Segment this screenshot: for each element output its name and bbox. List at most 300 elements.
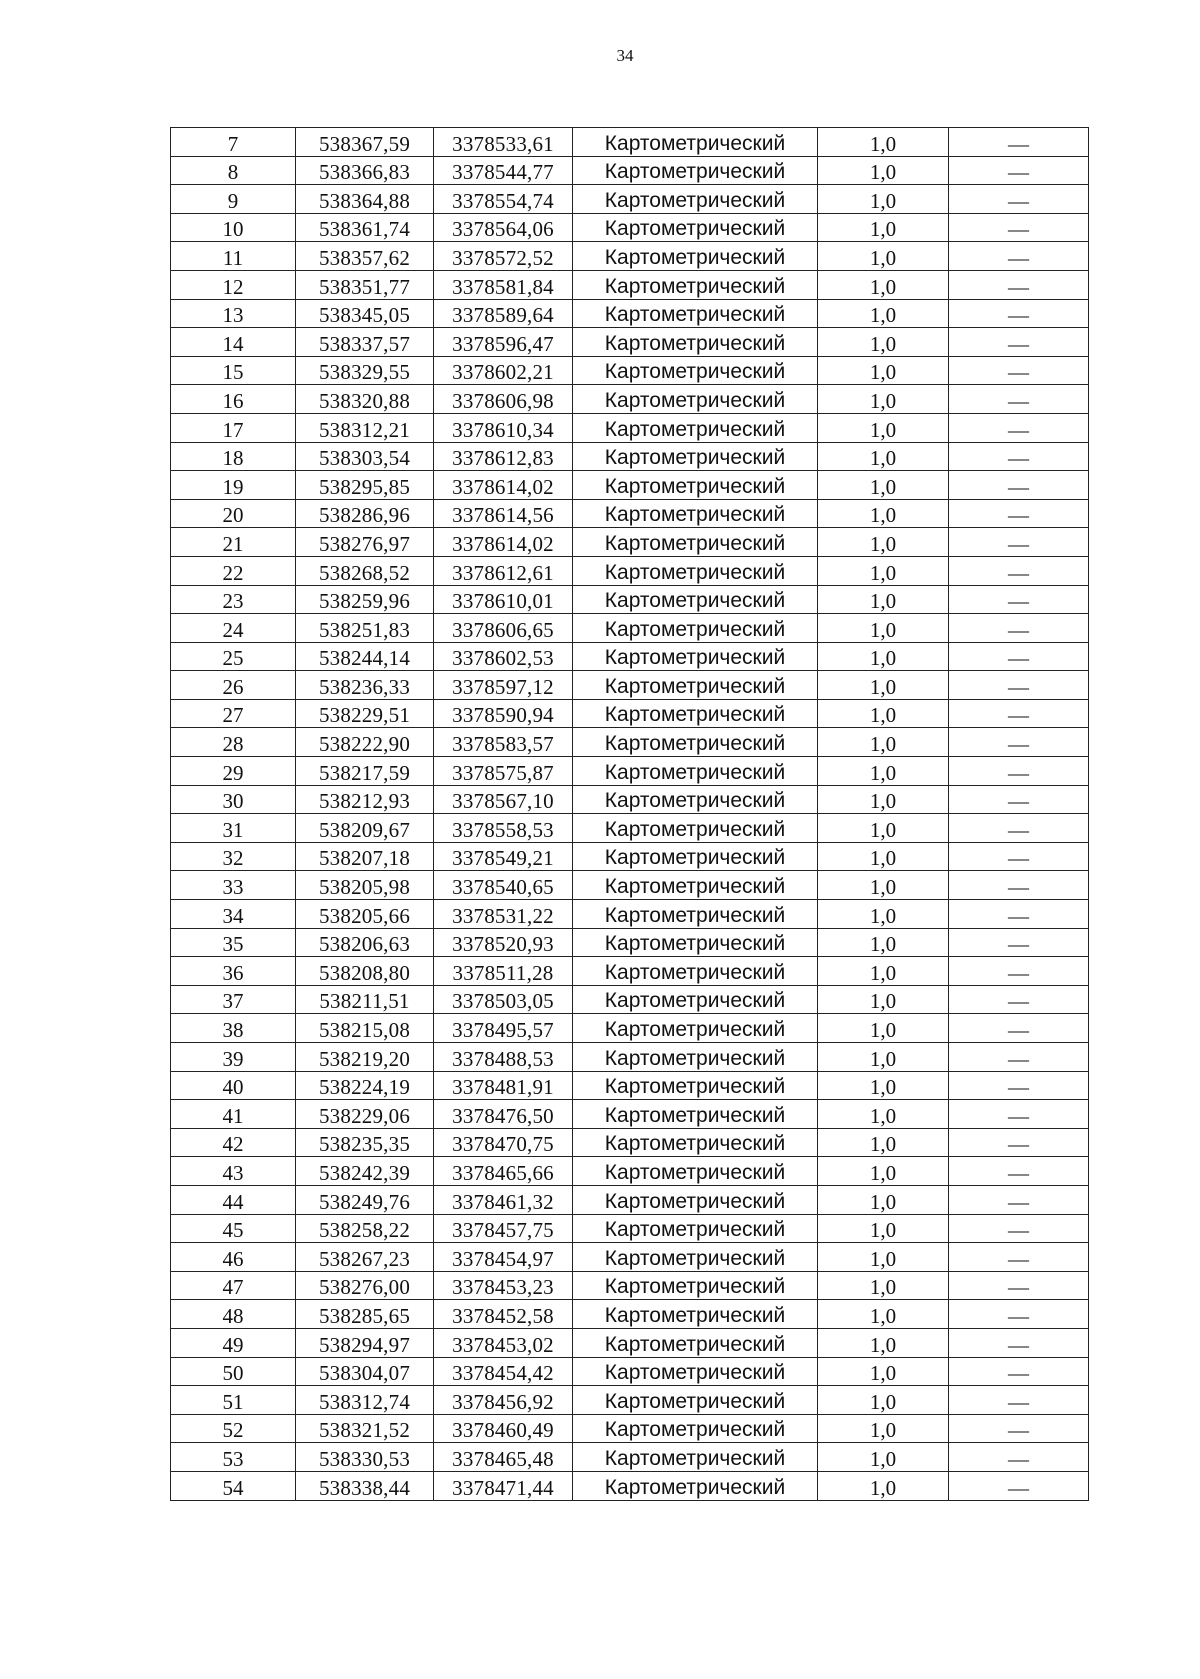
method-cell: Картометрический xyxy=(573,1243,818,1272)
x-coordinate-cell: 538366,83 xyxy=(296,156,434,185)
table-row xyxy=(171,1471,1089,1500)
y-coordinate-cell: 3378461,32 xyxy=(434,1185,573,1214)
point-number-cell: 40 xyxy=(171,1071,296,1100)
x-coordinate-cell: 538276,97 xyxy=(296,528,434,557)
y-coordinate-cell: 3378597,12 xyxy=(434,671,573,700)
x-coordinate-cell: 538249,76 xyxy=(296,1185,434,1214)
note-cell: — xyxy=(949,1243,1089,1272)
x-coordinate-cell: 538208,80 xyxy=(296,957,434,986)
method-cell: Картометрический xyxy=(573,442,818,471)
point-number-cell: 8 xyxy=(171,156,296,185)
accuracy-cell: 1,0 xyxy=(818,1386,949,1415)
method-cell: Картометрический xyxy=(573,328,818,357)
accuracy-cell: 1,0 xyxy=(818,642,949,671)
table-row xyxy=(171,156,1089,185)
note-cell: — xyxy=(949,1214,1089,1243)
table-row xyxy=(171,1328,1089,1357)
method-cell: Картометрический xyxy=(573,299,818,328)
x-coordinate-cell: 538215,08 xyxy=(296,1014,434,1043)
method-cell: Картометрический xyxy=(573,814,818,843)
y-coordinate-cell: 3378460,49 xyxy=(434,1414,573,1443)
accuracy-cell: 1,0 xyxy=(818,785,949,814)
accuracy-cell: 1,0 xyxy=(818,1271,949,1300)
y-coordinate-cell: 3378575,87 xyxy=(434,757,573,786)
point-number-cell: 30 xyxy=(171,785,296,814)
note-cell: — xyxy=(949,871,1089,900)
method-cell: Картометрический xyxy=(573,499,818,528)
x-coordinate-cell: 538276,00 xyxy=(296,1271,434,1300)
y-coordinate-cell: 3378495,57 xyxy=(434,1014,573,1043)
x-coordinate-cell: 538217,59 xyxy=(296,757,434,786)
x-coordinate-cell: 538345,05 xyxy=(296,299,434,328)
method-cell: Картометрический xyxy=(573,242,818,271)
x-coordinate-cell: 538212,93 xyxy=(296,785,434,814)
accuracy-cell: 1,0 xyxy=(818,814,949,843)
accuracy-cell: 1,0 xyxy=(818,871,949,900)
note-cell: — xyxy=(949,814,1089,843)
x-coordinate-cell: 538235,35 xyxy=(296,1128,434,1157)
point-number-cell: 35 xyxy=(171,928,296,957)
x-coordinate-cell: 538337,57 xyxy=(296,328,434,357)
method-cell: Картометрический xyxy=(573,842,818,871)
note-cell: — xyxy=(949,699,1089,728)
note-cell: — xyxy=(949,1185,1089,1214)
x-coordinate-cell: 538320,88 xyxy=(296,385,434,414)
note-cell: — xyxy=(949,385,1089,414)
method-cell: Картометрический xyxy=(573,1414,818,1443)
method-cell: Картометрический xyxy=(573,1386,818,1415)
point-number-cell: 20 xyxy=(171,499,296,528)
method-cell: Картометрический xyxy=(573,728,818,757)
y-coordinate-cell: 3378531,22 xyxy=(434,900,573,929)
point-number-cell: 9 xyxy=(171,185,296,214)
y-coordinate-cell: 3378612,83 xyxy=(434,442,573,471)
note-cell: — xyxy=(949,928,1089,957)
method-cell: Картометрический xyxy=(573,413,818,442)
accuracy-cell: 1,0 xyxy=(818,213,949,242)
point-number-cell: 39 xyxy=(171,1043,296,1072)
table-row xyxy=(171,556,1089,585)
table-row xyxy=(171,928,1089,957)
accuracy-cell: 1,0 xyxy=(818,413,949,442)
table-row xyxy=(171,1386,1089,1415)
x-coordinate-cell: 538224,19 xyxy=(296,1071,434,1100)
accuracy-cell: 1,0 xyxy=(818,900,949,929)
x-coordinate-cell: 538242,39 xyxy=(296,1157,434,1186)
y-coordinate-cell: 3378572,52 xyxy=(434,242,573,271)
accuracy-cell: 1,0 xyxy=(818,528,949,557)
y-coordinate-cell: 3378558,53 xyxy=(434,814,573,843)
note-cell: — xyxy=(949,728,1089,757)
x-coordinate-cell: 538207,18 xyxy=(296,842,434,871)
table-row xyxy=(171,900,1089,929)
y-coordinate-cell: 3378488,53 xyxy=(434,1043,573,1072)
table-row xyxy=(171,328,1089,357)
accuracy-cell: 1,0 xyxy=(818,671,949,700)
note-cell: — xyxy=(949,1100,1089,1129)
note-cell: — xyxy=(949,1128,1089,1157)
point-number-cell: 21 xyxy=(171,528,296,557)
point-number-cell: 16 xyxy=(171,385,296,414)
table-row xyxy=(171,1185,1089,1214)
point-number-cell: 41 xyxy=(171,1100,296,1129)
point-number-cell: 45 xyxy=(171,1214,296,1243)
note-cell: — xyxy=(949,270,1089,299)
y-coordinate-cell: 3378564,06 xyxy=(434,213,573,242)
method-cell: Картометрический xyxy=(573,699,818,728)
y-coordinate-cell: 3378470,75 xyxy=(434,1128,573,1157)
note-cell: — xyxy=(949,1414,1089,1443)
table-row xyxy=(171,356,1089,385)
table-row xyxy=(171,757,1089,786)
point-number-cell: 13 xyxy=(171,299,296,328)
point-number-cell: 24 xyxy=(171,614,296,643)
note-cell: — xyxy=(949,1328,1089,1357)
method-cell: Картометрический xyxy=(573,385,818,414)
note-cell: — xyxy=(949,442,1089,471)
accuracy-cell: 1,0 xyxy=(818,928,949,957)
note-cell: — xyxy=(949,185,1089,214)
table-row xyxy=(171,242,1089,271)
accuracy-cell: 1,0 xyxy=(818,1243,949,1272)
point-number-cell: 10 xyxy=(171,213,296,242)
y-coordinate-cell: 3378606,98 xyxy=(434,385,573,414)
point-number-cell: 14 xyxy=(171,328,296,357)
x-coordinate-cell: 538295,85 xyxy=(296,471,434,500)
method-cell: Картометрический xyxy=(573,871,818,900)
y-coordinate-cell: 3378454,97 xyxy=(434,1243,573,1272)
x-coordinate-cell: 538357,62 xyxy=(296,242,434,271)
y-coordinate-cell: 3378606,65 xyxy=(434,614,573,643)
y-coordinate-cell: 3378520,93 xyxy=(434,928,573,957)
method-cell: Картометрический xyxy=(573,900,818,929)
x-coordinate-cell: 538330,53 xyxy=(296,1443,434,1472)
method-cell: Картометрический xyxy=(573,785,818,814)
x-coordinate-cell: 538205,98 xyxy=(296,871,434,900)
x-coordinate-cell: 538268,52 xyxy=(296,556,434,585)
point-number-cell: 46 xyxy=(171,1243,296,1272)
y-coordinate-cell: 3378465,48 xyxy=(434,1443,573,1472)
method-cell: Картометрический xyxy=(573,471,818,500)
method-cell: Картометрический xyxy=(573,671,818,700)
y-coordinate-cell: 3378590,94 xyxy=(434,699,573,728)
table-row xyxy=(171,1414,1089,1443)
table-row xyxy=(171,213,1089,242)
x-coordinate-cell: 538303,54 xyxy=(296,442,434,471)
x-coordinate-cell: 538312,21 xyxy=(296,413,434,442)
y-coordinate-cell: 3378454,42 xyxy=(434,1357,573,1386)
accuracy-cell: 1,0 xyxy=(818,270,949,299)
x-coordinate-cell: 538206,63 xyxy=(296,928,434,957)
note-cell: — xyxy=(949,1357,1089,1386)
accuracy-cell: 1,0 xyxy=(818,1443,949,1472)
y-coordinate-cell: 3378567,10 xyxy=(434,785,573,814)
method-cell: Картометрический xyxy=(573,528,818,557)
y-coordinate-cell: 3378614,56 xyxy=(434,499,573,528)
method-cell: Картометрический xyxy=(573,556,818,585)
note-cell: — xyxy=(949,900,1089,929)
method-cell: Картометрический xyxy=(573,1185,818,1214)
accuracy-cell: 1,0 xyxy=(818,1014,949,1043)
y-coordinate-cell: 3378612,61 xyxy=(434,556,573,585)
accuracy-cell: 1,0 xyxy=(818,1043,949,1072)
y-coordinate-cell: 3378614,02 xyxy=(434,528,573,557)
table-row xyxy=(171,1128,1089,1157)
x-coordinate-cell: 538229,51 xyxy=(296,699,434,728)
point-number-cell: 33 xyxy=(171,871,296,900)
accuracy-cell: 1,0 xyxy=(818,757,949,786)
note-cell: — xyxy=(949,1043,1089,1072)
table-row xyxy=(171,299,1089,328)
table-row xyxy=(171,1300,1089,1329)
point-number-cell: 53 xyxy=(171,1443,296,1472)
table-row xyxy=(171,270,1089,299)
table-row xyxy=(171,699,1089,728)
point-number-cell: 28 xyxy=(171,728,296,757)
note-cell: — xyxy=(949,528,1089,557)
y-coordinate-cell: 3378554,74 xyxy=(434,185,573,214)
y-coordinate-cell: 3378544,77 xyxy=(434,156,573,185)
table-row xyxy=(171,128,1089,157)
note-cell: — xyxy=(949,957,1089,986)
table-row xyxy=(171,1071,1089,1100)
accuracy-cell: 1,0 xyxy=(818,1185,949,1214)
point-number-cell: 36 xyxy=(171,957,296,986)
y-coordinate-cell: 3378465,66 xyxy=(434,1157,573,1186)
x-coordinate-cell: 538219,20 xyxy=(296,1043,434,1072)
accuracy-cell: 1,0 xyxy=(818,242,949,271)
accuracy-cell: 1,0 xyxy=(818,499,949,528)
note-cell: — xyxy=(949,985,1089,1014)
method-cell: Картометрический xyxy=(573,1157,818,1186)
accuracy-cell: 1,0 xyxy=(818,728,949,757)
x-coordinate-cell: 538211,51 xyxy=(296,985,434,1014)
x-coordinate-cell: 538312,74 xyxy=(296,1386,434,1415)
point-number-cell: 37 xyxy=(171,985,296,1014)
y-coordinate-cell: 3378481,91 xyxy=(434,1071,573,1100)
accuracy-cell: 1,0 xyxy=(818,185,949,214)
accuracy-cell: 1,0 xyxy=(818,385,949,414)
point-number-cell: 42 xyxy=(171,1128,296,1157)
point-number-cell: 38 xyxy=(171,1014,296,1043)
accuracy-cell: 1,0 xyxy=(818,299,949,328)
note-cell: — xyxy=(949,556,1089,585)
method-cell: Картометрический xyxy=(573,1271,818,1300)
point-number-cell: 43 xyxy=(171,1157,296,1186)
x-coordinate-cell: 538267,23 xyxy=(296,1243,434,1272)
point-number-cell: 17 xyxy=(171,413,296,442)
y-coordinate-cell: 3378457,75 xyxy=(434,1214,573,1243)
accuracy-cell: 1,0 xyxy=(818,328,949,357)
accuracy-cell: 1,0 xyxy=(818,556,949,585)
table-row xyxy=(171,442,1089,471)
method-cell: Картометрический xyxy=(573,1014,818,1043)
table-row xyxy=(171,1214,1089,1243)
coordinates-table-body xyxy=(171,128,1089,1501)
x-coordinate-cell: 538304,07 xyxy=(296,1357,434,1386)
y-coordinate-cell: 3378610,01 xyxy=(434,585,573,614)
accuracy-cell: 1,0 xyxy=(818,1157,949,1186)
table-row xyxy=(171,499,1089,528)
table-row xyxy=(171,1157,1089,1186)
x-coordinate-cell: 538294,97 xyxy=(296,1328,434,1357)
y-coordinate-cell: 3378503,05 xyxy=(434,985,573,1014)
x-coordinate-cell: 538229,06 xyxy=(296,1100,434,1129)
method-cell: Картометрический xyxy=(573,1328,818,1357)
point-number-cell: 48 xyxy=(171,1300,296,1329)
method-cell: Картометрический xyxy=(573,156,818,185)
accuracy-cell: 1,0 xyxy=(818,985,949,1014)
note-cell: — xyxy=(949,1157,1089,1186)
y-coordinate-cell: 3378549,21 xyxy=(434,842,573,871)
y-coordinate-cell: 3378581,84 xyxy=(434,270,573,299)
note-cell: — xyxy=(949,757,1089,786)
table-row xyxy=(171,785,1089,814)
table-row xyxy=(171,671,1089,700)
accuracy-cell: 1,0 xyxy=(818,471,949,500)
point-number-cell: 51 xyxy=(171,1386,296,1415)
method-cell: Картометрический xyxy=(573,213,818,242)
accuracy-cell: 1,0 xyxy=(818,842,949,871)
accuracy-cell: 1,0 xyxy=(818,1100,949,1129)
accuracy-cell: 1,0 xyxy=(818,585,949,614)
point-number-cell: 52 xyxy=(171,1414,296,1443)
method-cell: Картометрический xyxy=(573,1443,818,1472)
point-number-cell: 34 xyxy=(171,900,296,929)
point-number-cell: 31 xyxy=(171,814,296,843)
x-coordinate-cell: 538244,14 xyxy=(296,642,434,671)
method-cell: Картометрический xyxy=(573,185,818,214)
method-cell: Картометрический xyxy=(573,1128,818,1157)
accuracy-cell: 1,0 xyxy=(818,156,949,185)
x-coordinate-cell: 538367,59 xyxy=(296,128,434,157)
method-cell: Картометрический xyxy=(573,1357,818,1386)
table-row xyxy=(171,1243,1089,1272)
y-coordinate-cell: 3378452,58 xyxy=(434,1300,573,1329)
x-coordinate-cell: 538205,66 xyxy=(296,900,434,929)
note-cell: — xyxy=(949,413,1089,442)
note-cell: — xyxy=(949,299,1089,328)
table-row xyxy=(171,385,1089,414)
note-cell: — xyxy=(949,499,1089,528)
method-cell: Картометрический xyxy=(573,928,818,957)
table-row xyxy=(171,814,1089,843)
point-number-cell: 11 xyxy=(171,242,296,271)
point-number-cell: 32 xyxy=(171,842,296,871)
point-number-cell: 22 xyxy=(171,556,296,585)
x-coordinate-cell: 538236,33 xyxy=(296,671,434,700)
method-cell: Картометрический xyxy=(573,1043,818,1072)
note-cell: — xyxy=(949,328,1089,357)
y-coordinate-cell: 3378456,92 xyxy=(434,1386,573,1415)
y-coordinate-cell: 3378533,61 xyxy=(434,128,573,157)
note-cell: — xyxy=(949,671,1089,700)
accuracy-cell: 1,0 xyxy=(818,699,949,728)
page-number: 34 xyxy=(616,46,634,65)
note-cell: — xyxy=(949,614,1089,643)
method-cell: Картометрический xyxy=(573,585,818,614)
point-number-cell: 19 xyxy=(171,471,296,500)
point-number-cell: 47 xyxy=(171,1271,296,1300)
y-coordinate-cell: 3378540,65 xyxy=(434,871,573,900)
point-number-cell: 25 xyxy=(171,642,296,671)
point-number-cell: 50 xyxy=(171,1357,296,1386)
x-coordinate-cell: 538338,44 xyxy=(296,1471,434,1500)
point-number-cell: 27 xyxy=(171,699,296,728)
method-cell: Картометрический xyxy=(573,957,818,986)
accuracy-cell: 1,0 xyxy=(818,1328,949,1357)
note-cell: — xyxy=(949,156,1089,185)
table-row xyxy=(171,871,1089,900)
method-cell: Картометрический xyxy=(573,270,818,299)
note-cell: — xyxy=(949,356,1089,385)
accuracy-cell: 1,0 xyxy=(818,1128,949,1157)
method-cell: Картометрический xyxy=(573,1100,818,1129)
point-number-cell: 29 xyxy=(171,757,296,786)
note-cell: — xyxy=(949,1386,1089,1415)
y-coordinate-cell: 3378596,47 xyxy=(434,328,573,357)
table-row xyxy=(171,1443,1089,1472)
table-row xyxy=(171,413,1089,442)
y-coordinate-cell: 3378602,53 xyxy=(434,642,573,671)
method-cell: Картометрический xyxy=(573,1214,818,1243)
table-row xyxy=(171,614,1089,643)
point-number-cell: 7 xyxy=(171,128,296,157)
accuracy-cell: 1,0 xyxy=(818,356,949,385)
accuracy-cell: 1,0 xyxy=(818,614,949,643)
point-number-cell: 23 xyxy=(171,585,296,614)
accuracy-cell: 1,0 xyxy=(818,957,949,986)
point-number-cell: 26 xyxy=(171,671,296,700)
method-cell: Картометрический xyxy=(573,356,818,385)
y-coordinate-cell: 3378453,23 xyxy=(434,1271,573,1300)
table-row xyxy=(171,585,1089,614)
table-row xyxy=(171,1357,1089,1386)
method-cell: Картометрический xyxy=(573,128,818,157)
method-cell: Картометрический xyxy=(573,1471,818,1500)
method-cell: Картометрический xyxy=(573,1071,818,1100)
x-coordinate-cell: 538351,77 xyxy=(296,270,434,299)
note-cell: — xyxy=(949,1300,1089,1329)
note-cell: — xyxy=(949,1014,1089,1043)
accuracy-cell: 1,0 xyxy=(818,442,949,471)
point-number-cell: 15 xyxy=(171,356,296,385)
x-coordinate-cell: 538209,67 xyxy=(296,814,434,843)
table-row xyxy=(171,1271,1089,1300)
table-row xyxy=(171,471,1089,500)
y-coordinate-cell: 3378511,28 xyxy=(434,957,573,986)
point-number-cell: 44 xyxy=(171,1185,296,1214)
y-coordinate-cell: 3378614,02 xyxy=(434,471,573,500)
note-cell: — xyxy=(949,1471,1089,1500)
note-cell: — xyxy=(949,642,1089,671)
y-coordinate-cell: 3378583,57 xyxy=(434,728,573,757)
y-coordinate-cell: 3378610,34 xyxy=(434,413,573,442)
x-coordinate-cell: 538286,96 xyxy=(296,499,434,528)
table-row xyxy=(171,1014,1089,1043)
table-row xyxy=(171,1100,1089,1129)
method-cell: Картометрический xyxy=(573,757,818,786)
y-coordinate-cell: 3378602,21 xyxy=(434,356,573,385)
y-coordinate-cell: 3378589,64 xyxy=(434,299,573,328)
table-row xyxy=(171,185,1089,214)
x-coordinate-cell: 538258,22 xyxy=(296,1214,434,1243)
note-cell: — xyxy=(949,213,1089,242)
method-cell: Картометрический xyxy=(573,642,818,671)
note-cell: — xyxy=(949,1071,1089,1100)
point-number-cell: 18 xyxy=(171,442,296,471)
y-coordinate-cell: 3378471,44 xyxy=(434,1471,573,1500)
